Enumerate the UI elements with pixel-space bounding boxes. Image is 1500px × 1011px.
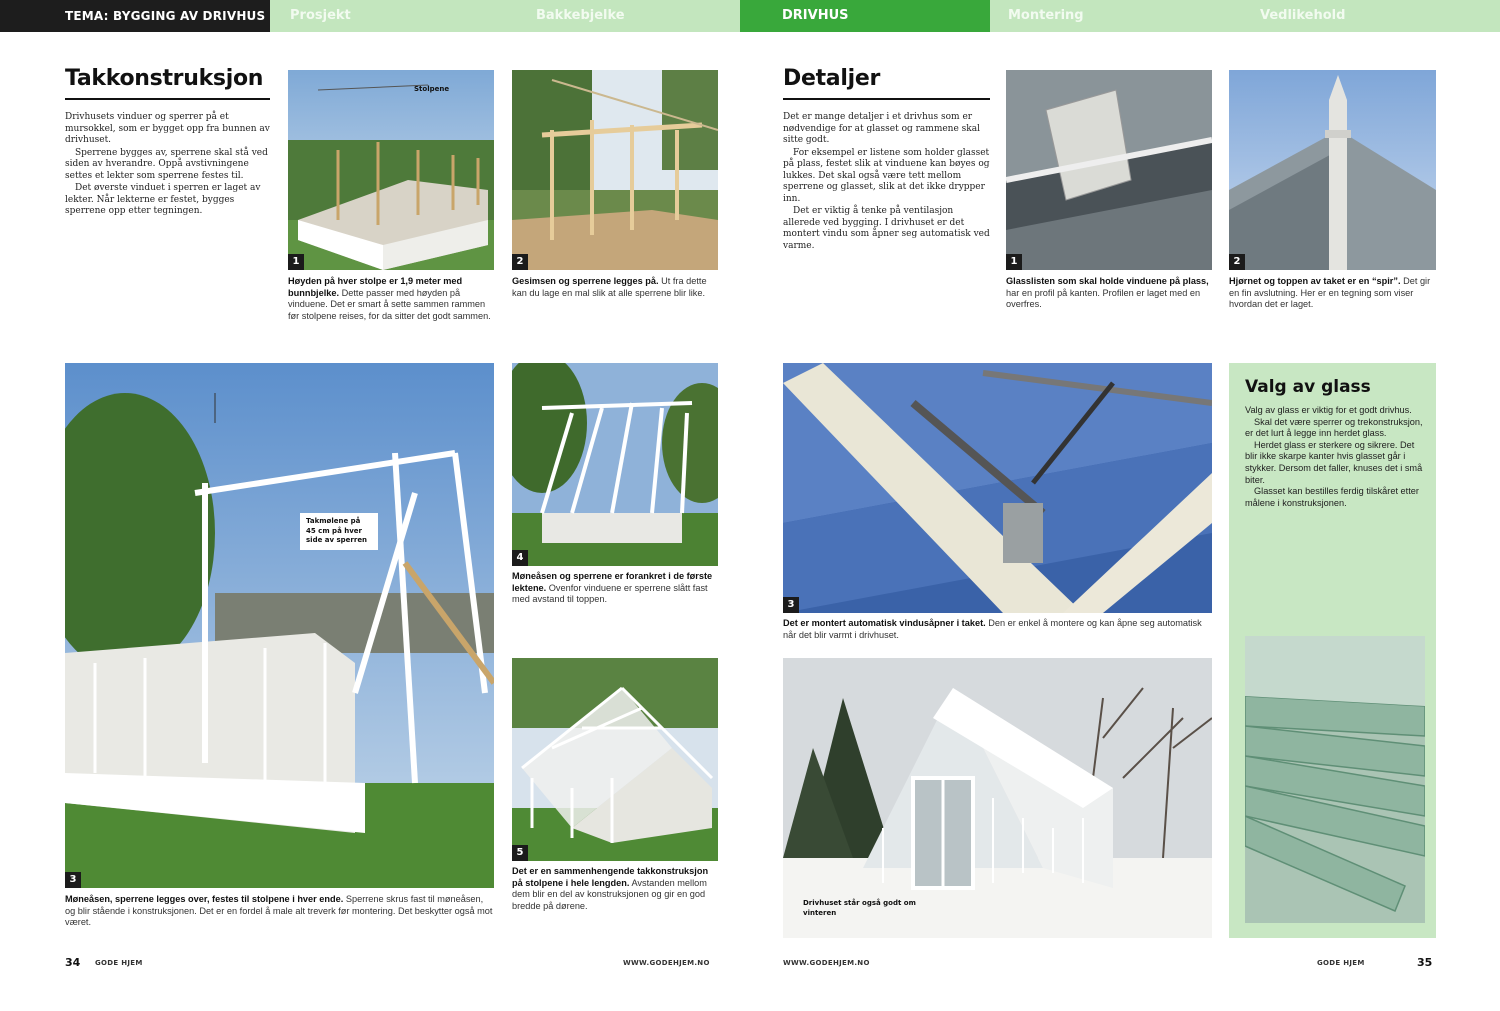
stolpene-label: Stolpene [414,85,450,93]
nav-tab-maintenance[interactable]: Vedlikehold [1240,0,1500,32]
caption-photo-3 [65,894,494,929]
photo-greenhouse-winter [783,658,1212,938]
caption-photo-4 [512,571,718,606]
glass-paragraph-2: Skal det være sperrer og trekonstruksjon, er det lurt å legge inn herdet glass. [1245,416,1423,439]
nav-tab-greenhouse-active[interactable]: DRIVHUS [740,0,990,32]
left-body-paragraph-2: Sperrene bygges av, sperrene skal stå ved siden av hverandre. Oppå avstivningene settes et lekter som sperrene festes til. [65,147,268,181]
winter-photo-label: Drivhuset står også godt om vinteren [803,899,916,917]
photo-number-badge: 1 [1006,254,1022,270]
right-body-paragraph-2: For eksempel er listene som holder glasset på plass, festet slik at vinduene kan bøyes og lukkes. Det skal også være tett mellom sperrene og glasset, slik at det ikke drypper inn. [783,147,990,204]
photo-ridge-beam [65,363,494,888]
glass-choice-sidebar [1229,363,1436,938]
caption-3-text: Sperrene skrus fast til møneåsen, og blir stående i konstruksjonen. Det er en fordel å male alt treverk før montering. Det beskytter også mot været. [65,894,493,927]
caption-right-photo-2 [1229,276,1436,311]
photo-number-badge: 2 [1229,254,1245,270]
photo-glazing-strip [1006,70,1212,270]
right-footer-url[interactable]: WWW.GODEHJEM.NO [783,959,870,967]
photo-number-badge: 5 [512,845,528,861]
caption-right-photo-3 [783,618,1212,641]
caption-r3-text: Den er enkel å montere og kan åpne seg automatisk når det blir varmt i drivhuset. [783,618,1202,640]
caption-1-text: Dette passer med høyden på vinduene. Det er smart å sette sammen rammen før stolpene reises, for da sitter det godt sammen. [288,287,491,321]
photo-number-badge: 1 [288,254,304,270]
caption-r3-lead: Det er montert automatisk vindusåpner i taket. [783,618,986,628]
left-body-text [65,112,270,219]
caption-right-photo-1 [1006,276,1212,311]
photo-greenhouse-frame [512,658,718,861]
photo-rafters-attached [512,363,718,566]
photo-number-badge: 4 [512,550,528,566]
caption-5-text: Avstanden mellom dem blir en del av konstruksjonen og gir en god bredde på dørene. [512,877,707,911]
photo-roof-spire [1229,70,1436,270]
photo-rafters-frame [512,70,718,270]
caption-r1-text: har en profil på kanten. Profilen er laget med en overfres. [1006,287,1201,309]
nav-tab-project[interactable]: Prosjekt [270,0,510,32]
right-body-paragraph-1: Det er mange detaljer i et drivhus som er nødvendige for at glasset og rammene skal sitte godt. [783,112,980,145]
photo-number-badge: 3 [65,872,81,888]
left-page-heading: Takkonstruksjon [65,66,264,91]
rafter-spacing-callout: Takmølene på 45 cm på hver side av sperren [300,513,378,550]
caption-3-lead: Møneåsen, sperrene legges over, festes til stolpene i hver ende. [65,894,344,904]
nav-tab-assembly[interactable]: Montering [990,0,1240,32]
right-heading-rule [783,98,990,100]
left-footer-magazine: GODE HJEM [95,959,143,967]
glass-paragraph-3: Herdet glass er sterkere og sikrere. Det blir ikke skarpe kanter hvis glasset går i stykker. Dersom det faller, knuses det i små biter. [1245,439,1423,485]
left-body-paragraph-3: Det øverste vinduet i sperren er laget av lekter. Når lekterne er festet, bygges sperrene opp etter tegningen. [65,183,261,216]
left-heading-rule [65,98,270,100]
caption-4-text: Ovenfor vinduene er sperrene slått fast med avstand til toppen. [512,582,708,604]
caption-2-lead: Gesimsen og sperrene legges på. [512,276,659,286]
right-page-number: 35 [1417,956,1433,969]
caption-photo-5 [512,866,718,912]
right-body-text [783,112,990,253]
caption-photo-2 [512,276,718,299]
caption-r2-lead: Hjørnet og toppen av taket er en “spir”. [1229,276,1401,286]
glass-paragraph-1: Valg av glass er viktig for et godt drivhus. [1245,405,1412,415]
photo-window-opener [783,363,1212,613]
caption-r1-lead: Glasslisten som skal holde vinduene på plass, [1006,276,1209,286]
section-nav [0,0,1500,32]
caption-r2-text: Det gir en fin avslutning. Her er en tegning som viser hvordan det er laget. [1229,276,1431,309]
caption-2-text: Ut fra dette kan du lage en mal slik at alle sperrene blir like. [512,276,707,298]
right-page-heading: Detaljer [783,66,880,91]
caption-photo-1 [288,276,494,322]
left-page-number: 34 [65,956,81,969]
nav-theme-label: TEMA: BYGGING AV DRIVHUS [0,0,270,32]
photo-number-badge: 3 [783,597,799,613]
right-body-paragraph-3: Det er viktig å tenke på ventilasjon allerede ved bygging. I drivhuset er det montert vindu som åpner seg automatisk ved varme. [783,206,990,251]
glass-paragraph-4: Glasset kan bestilles ferdig tilskåret etter målene i konstruksjonen. [1245,486,1419,508]
caption-1-lead: Høyden på hver stolpe er 1,9 meter med bunnbjelke. [288,276,463,298]
right-footer-magazine: GODE HJEM [1317,959,1365,967]
left-footer-url[interactable]: WWW.GODEHJEM.NO [623,959,710,967]
glass-sidebar-title: Valg av glass [1245,377,1371,397]
caption-5-lead: Det er en sammenhengende takkonstruksjon på stolpene i hele lengden. [512,866,709,888]
photo-glass-sheets [1245,636,1425,923]
nav-tab-foundation[interactable]: Bakkebjelke [510,0,740,32]
glass-sidebar-text [1245,405,1425,509]
caption-4-lead: Møneåsen og sperrene er forankret i de første lektene. [512,571,713,593]
left-body-paragraph-1: Drivhusets vinduer og sperrer på et mursokkel, som er bygget opp fra bunnen av drivhuset. [65,112,270,145]
photo-number-badge: 2 [512,254,528,270]
photo-foundation-frame [288,70,494,270]
